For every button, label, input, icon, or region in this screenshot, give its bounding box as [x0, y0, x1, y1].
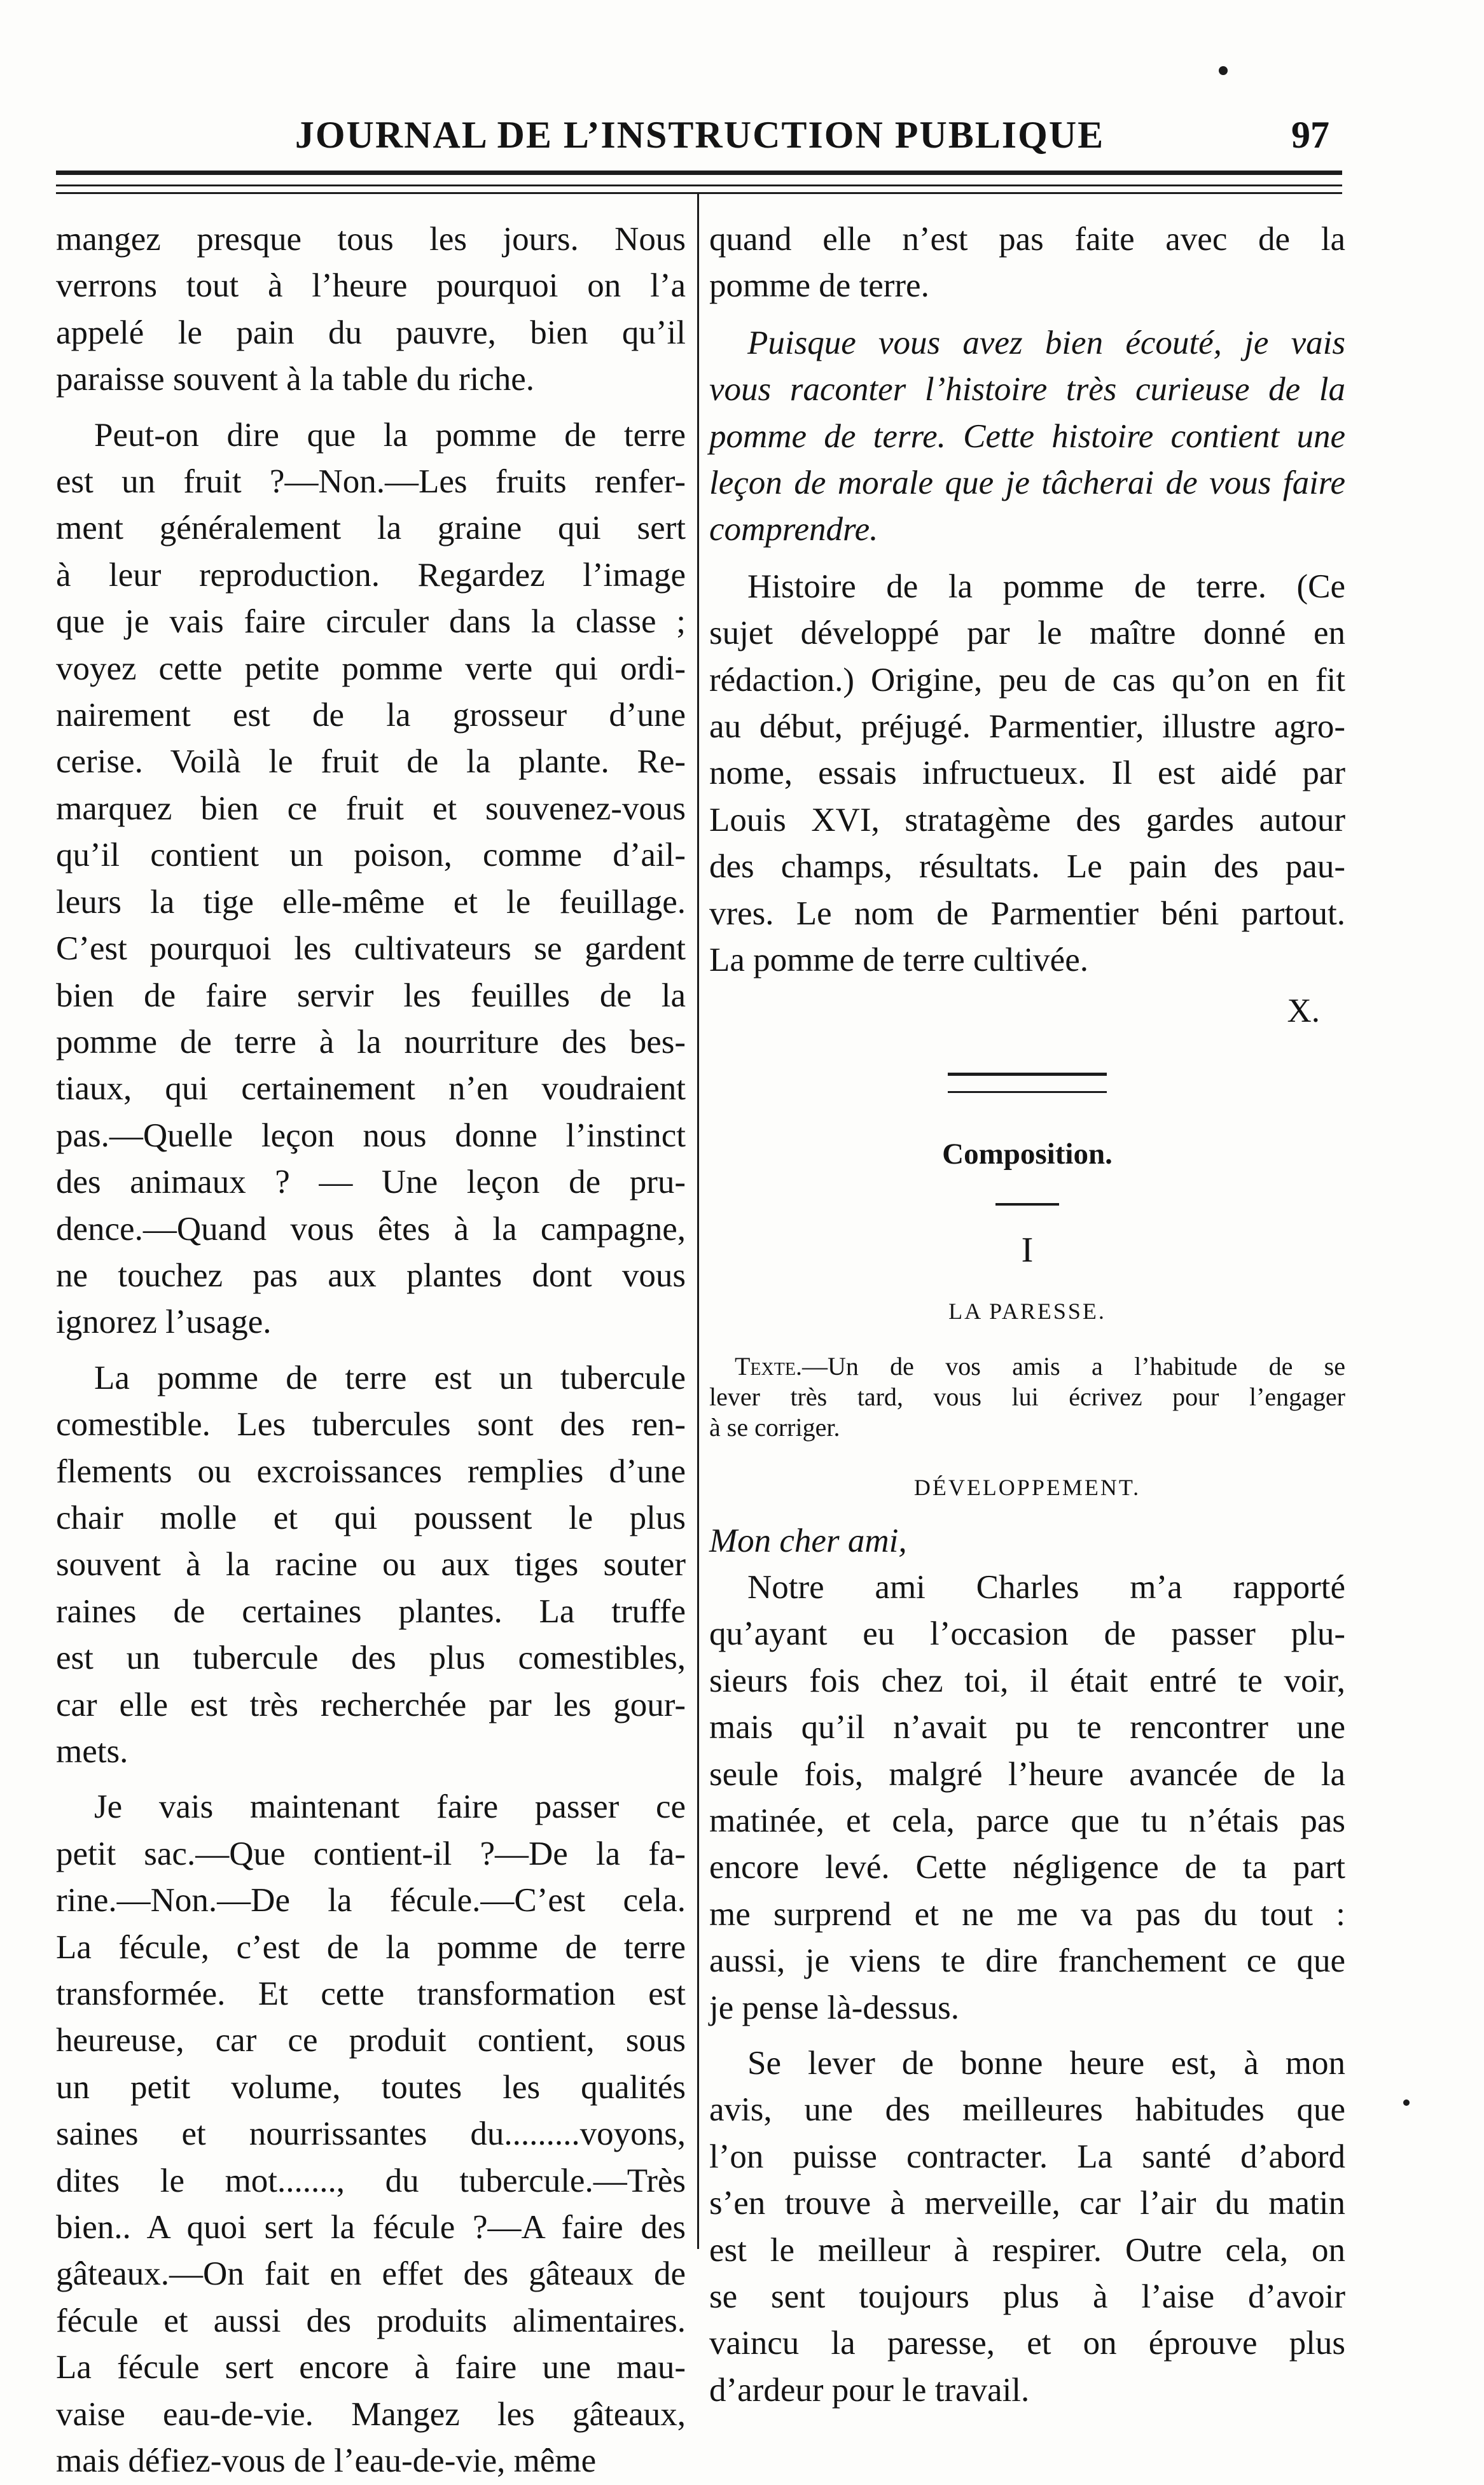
- text-line: seule fois, malgré l’heure avancée de la: [709, 1755, 1345, 1793]
- text-line: vres. Le nom de Parmentier béni partout.: [709, 894, 1345, 932]
- text-line: vaise eau-de-vie. Mangez les gâteaux,: [56, 2395, 686, 2433]
- letter-paragraph: [709, 1564, 1345, 2031]
- text-line: ne touchez pas aux plantes dont vous: [56, 1256, 686, 1294]
- text-line: Je vais maintenant faire passer ce: [94, 1788, 686, 1826]
- text-line: gâteaux.—On fait en effet des gâteaux de: [56, 2255, 686, 2293]
- right-column: [709, 216, 1345, 2414]
- text-line: au début, préjugé. Parmentier, illustre agro-: [709, 708, 1345, 746]
- text-line: sujet développé par le maître donné en: [709, 615, 1345, 652]
- text-line: est un fruit ?—Non.—Les fruits renfer-: [56, 463, 686, 501]
- paragraph: [56, 1784, 686, 2484]
- author-signature: X.: [1287, 992, 1320, 1029]
- text-line: sieurs fois chez toi, il était entré te voir,: [709, 1662, 1345, 1699]
- text-line: voyez cette petite pomme verte qui ordi-: [56, 650, 686, 687]
- text-line: marquez bien ce fruit et souvenez-vous: [56, 790, 686, 827]
- text-line: matinée, et cela, parce que tu n’étais pas: [709, 1802, 1345, 1839]
- journal-title: JOURNAL DE L’INSTRUCTION PUBLIQUE: [295, 114, 1105, 156]
- text-line: flements ou excroissances remplies d’une: [56, 1452, 686, 1490]
- history-paragraph: [709, 564, 1345, 984]
- text-line: un petit volume, toutes les qualités: [56, 2068, 686, 2106]
- page-header: [57, 102, 1342, 165]
- text-line: mangez presque tous les jours. Nous: [56, 221, 686, 258]
- header-rule-thin: [56, 184, 1342, 186]
- text-line: La pomme de terre est un tubercule: [94, 1359, 686, 1396]
- text-line: ignorez l’usage.: [56, 1304, 272, 1341]
- text-line: saines et nourrissantes du.........voyons,: [56, 2115, 686, 2153]
- text-line: leurs la tige elle-même et le feuillage.: [56, 883, 686, 921]
- letter-body: [709, 1564, 1345, 2414]
- text-line: fécule et aussi des produits alimentaires.: [56, 2302, 686, 2339]
- print-speck: [1403, 2099, 1410, 2106]
- text-line: pomme de terre.: [709, 267, 929, 305]
- text-line: Puisque vous avez bien écouté, je vais: [747, 324, 1345, 361]
- section-separator: [948, 1073, 1107, 1093]
- continuation-text: [709, 216, 1345, 310]
- text-line: mets.: [56, 1733, 128, 1770]
- text-line: mais qu’il n’avait pu te rencontrer une: [709, 1709, 1345, 1746]
- text-line: cerise. Voilà le fruit de la plante. Re-: [56, 743, 686, 781]
- text-line: encore levé. Cette négligence de ta part: [709, 1849, 1345, 1886]
- text-line: Histoire de la pomme de terre. (Ce: [747, 567, 1345, 605]
- letter-paragraph: [709, 2040, 1345, 2414]
- text-line: que je vais faire circuler dans la classe ;: [56, 603, 686, 641]
- text-line: pas.—Quelle leçon nous donne l’instinct: [56, 1117, 686, 1154]
- text-line: rine.—Non.—De la fécule.—C’est cela.: [56, 1882, 686, 1919]
- text-line: Peut-on dire que la pomme de terre: [94, 416, 686, 454]
- text-line: est un tubercule des plus comestibles,: [56, 1639, 686, 1677]
- text-line: [709, 1351, 1345, 1382]
- text-line: chair molle et qui poussent le plus: [56, 1499, 686, 1536]
- text-line: paraisse souvent à la table du riche.: [56, 361, 535, 398]
- text-line: appelé le pain du pauvre, bien qu’il: [56, 314, 686, 351]
- text-line: des animaux ? — Une leçon de pru-: [56, 1164, 686, 1201]
- text-line: vous raconter l’histoire très curieuse de la: [709, 371, 1345, 408]
- text-line: car elle est très recherchée par les gour-: [56, 1686, 686, 1723]
- text-line: d’ardeur pour le travail.: [709, 2371, 1030, 2409]
- text-line: me surprend et ne me va pas du tout :: [709, 1895, 1345, 1933]
- text-line: comprendre.: [709, 511, 878, 548]
- text-line: lever très tard, vous lui écrivez pour l’engager: [709, 1382, 1345, 1412]
- text-line: Se lever de bonne heure est, à mon: [747, 2045, 1345, 2082]
- text-line: quand elle n’est pas faite avec de la: [709, 221, 1345, 258]
- text-line: ment généralement la graine qui sert: [56, 510, 686, 547]
- text-line: Notre ami Charles m’a rapporté: [747, 1568, 1345, 1606]
- text-line: pomme de terre. Cette histoire contient une: [709, 417, 1345, 455]
- text-line: La fécule, c’est de la pomme de terre: [56, 1928, 686, 1966]
- italic-introduction: [709, 320, 1345, 553]
- text-line: aussi, je viens te dire franchement ce que: [709, 1942, 1345, 1980]
- section-title: Composition.: [942, 1137, 1113, 1171]
- texte-label: Texte.: [735, 1352, 802, 1381]
- text-line: La fécule sert encore à faire une mau-: [56, 2349, 686, 2386]
- print-speck: [1219, 66, 1228, 75]
- assignment-text: [709, 1351, 1345, 1443]
- paragraph: [56, 412, 686, 1346]
- header-rule-thin-2: [56, 192, 1342, 194]
- text-line: C’est pourquoi les cultivateurs se gardent: [56, 930, 686, 968]
- development-title: DÉVELOPPEMENT.: [913, 1475, 1141, 1501]
- text-line: vaincu la paresse, et on éprouve plus: [709, 2325, 1345, 2362]
- text-line: La pomme de terre cultivée.: [709, 942, 1088, 979]
- roman-numeral: I: [1021, 1230, 1034, 1270]
- text-line: pomme de terre à la nourriture des bes-: [56, 1023, 686, 1061]
- text-line: raines de certaines plantes. La truffe: [56, 1592, 686, 1630]
- text-line: l’on puisse contracter. La santé d’abord: [709, 2138, 1345, 2175]
- text-line: à leur reproduction. Regardez l’image: [56, 556, 686, 594]
- text-line: qu’ayant eu l’occasion de passer plu-: [709, 1615, 1345, 1653]
- text-line: Louis XVI, stratagème des gardes autour: [709, 801, 1345, 839]
- text-line: s’en trouve à merveille, car l’air du matin: [709, 2185, 1345, 2222]
- paragraph: [56, 1355, 686, 1776]
- text-line: dites le mot......., du tubercule.—Très: [56, 2162, 686, 2199]
- text-line: tiaux, qui certainement n’en voudraient: [56, 1070, 686, 1108]
- left-column: [56, 216, 686, 2485]
- text-line: heureuse, car ce produit contient, sous: [56, 2022, 686, 2059]
- text-line: dence.—Quand vous êtes à la campagne,: [56, 1210, 686, 1248]
- page-number: 97: [1291, 114, 1329, 156]
- text-line: est le meilleur à respirer. Outre cela, on: [709, 2231, 1345, 2269]
- text-line: leçon de morale que je tâcherai de vous faire: [709, 464, 1345, 502]
- text-line: se sent toujours plus à l’aise d’avoir: [709, 2278, 1345, 2316]
- text-line: avis, une des meilleures habitudes que: [709, 2091, 1345, 2129]
- text-line: rédaction.) Origine, peu de cas qu’on en fit: [709, 661, 1345, 699]
- paragraph: [56, 216, 686, 403]
- title-rule: [995, 1203, 1059, 1206]
- text-line: nairement est de la grosseur d’une: [56, 697, 686, 734]
- text-line: souvent à la racine ou aux tiges souter: [56, 1546, 686, 1584]
- text-line: à se corriger.: [709, 1413, 840, 1442]
- header-rule-thick: [56, 171, 1342, 175]
- text-line: je pense là-dessus.: [709, 1989, 959, 2026]
- text-line: mais défiez-vous de l’eau-de-vie, même: [56, 2442, 597, 2480]
- text-line: des champs, résultats. Le pain des pau-: [709, 848, 1345, 886]
- texte-line-text: —Un de vos amis a l’habitude de se: [801, 1352, 1345, 1381]
- text-line: petit sac.—Que contient-il ?—De la fa-: [56, 1835, 686, 1872]
- text-line: bien.. A quoi sert la fécule ?—A faire des: [56, 2209, 686, 2246]
- text-line: verrons tout à l’heure pourquoi on l’a: [56, 267, 686, 305]
- salutation: Mon cher ami,: [709, 1522, 907, 1559]
- text-line: qu’il contient un poison, comme d’ail-: [56, 837, 686, 874]
- text-line: bien de faire servir les feuilles de la: [56, 977, 686, 1014]
- column-divider: [697, 194, 699, 2249]
- subject-title: LA PARESSE.: [948, 1298, 1106, 1324]
- text-line: comestible. Les tubercules sont des ren-: [56, 1406, 686, 1444]
- text-line: nome, essais infructueux. Il est aidé par: [709, 755, 1345, 792]
- text-line: transformée. Et cette transformation est: [56, 1975, 686, 2013]
